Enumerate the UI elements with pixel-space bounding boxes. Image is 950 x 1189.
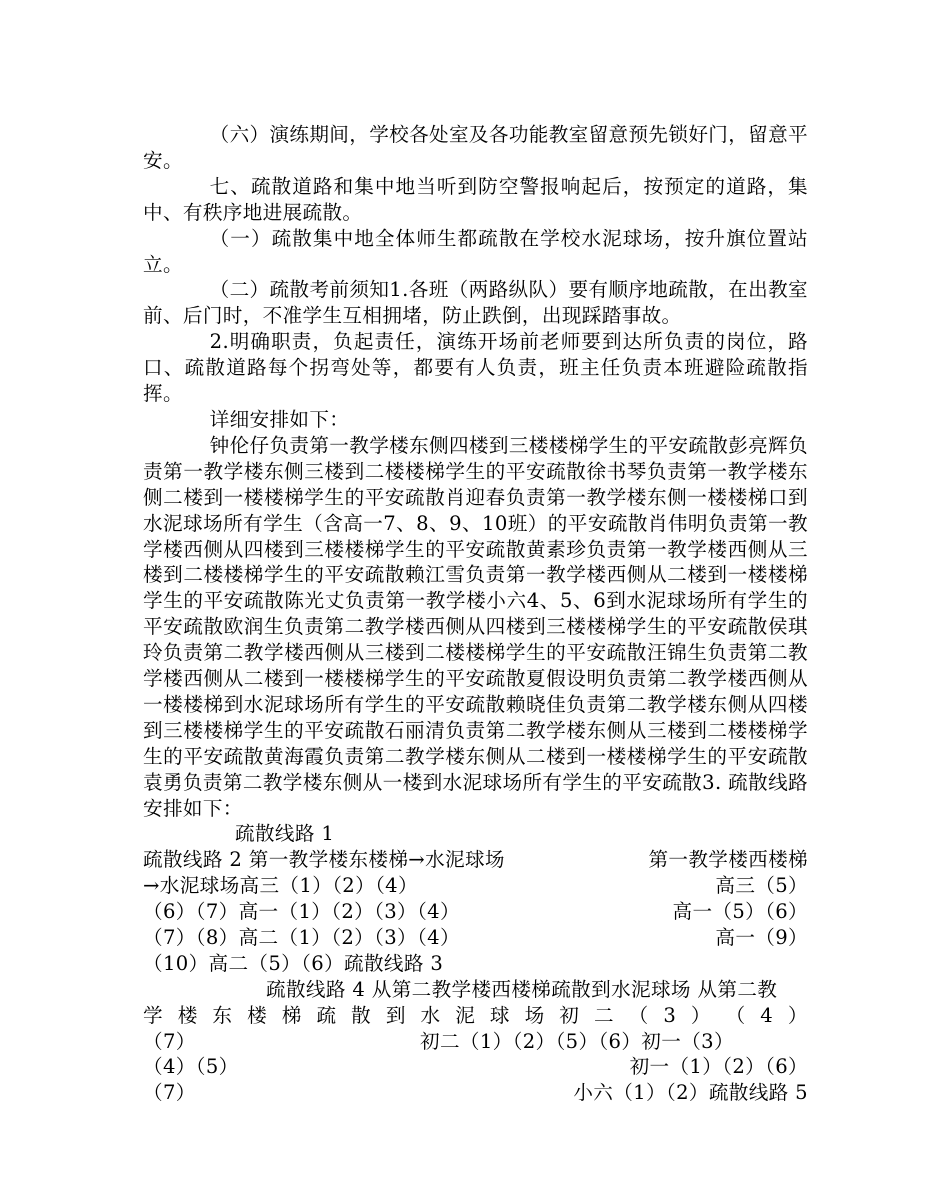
route-line-1-left: 疏散线路 2 第一教学楼东楼梯→水泥球场: [143, 848, 505, 872]
route-line-7-char: 东: [212, 1003, 233, 1027]
route-line-7-char: 泥: [455, 1003, 476, 1027]
route-line-7-char: ）: [690, 1003, 711, 1027]
route-line-7-char: ）: [787, 1003, 808, 1027]
route-line-7-char: 初: [559, 1003, 580, 1027]
paragraph-arrangement-heading: 详细安排如下：: [209, 407, 350, 431]
route-line-3-right: 高一（5）（6）: [672, 900, 808, 924]
route-line-7-char: 球: [489, 1003, 510, 1027]
paragraph-evacuation-routes: 七、疏散道路和集中地当听到防空警报响起后，按预定的道路，集中、有秩序地进展疏散。: [143, 174, 808, 224]
route-line-7-char: 二: [593, 1003, 614, 1027]
paragraph-staff-assignments: 钟伦仔负责第一教学楼东侧四楼到三楼楼梯学生的平安疏散彭亮辉负责第一教学楼东侧三楼到二楼楼梯学生的平安疏散徐书琴负责第一教学楼东侧二楼到一楼楼梯学生的平安疏散肖迎春负责第一教学楼东侧一楼楼梯口到水泥球场所有学生（含高一7、8、9、10班）的平安疏散肖伟明负责第一教学楼西侧从四楼到三楼楼梯学生的平安疏散黄素珍负责第一教学楼西侧从三楼到二楼楼梯学生的平安疏散赖江雪负责第一教学楼西侧从二楼到一楼楼梯学生的平安疏散陈光丈负责第一教学楼小六4、5、6到水泥球场所有学生的平安疏散欧润生负责第二教学楼西侧从四楼到三楼楼梯学生的平安疏散侯琪玲负责第二教学楼西侧从三楼到二楼楼梯学生的平安疏散汪锦生负责第二教学楼西侧从二楼到一楼楼梯学生的平安疏散夏假设明负责第二教学楼西侧从一楼楼梯到水泥球场所有学生的平安疏散赖晓佳负责第二教学楼东侧从四楼到三楼楼梯学生的平安疏散石丽清负责第二教学楼东侧从三楼到二楼楼梯学生的平安疏散黄海霞负责第二教学楼东侧从二楼到一楼楼梯学生的平安疏散袁勇负责第二教学楼东侧从一楼到水泥球场所有学生的平安疏散3. 疏散线路安排如下：: [143, 433, 808, 820]
route-line-1-right: 第一教学楼西楼梯: [648, 848, 808, 872]
route-line-9-right: 初一（1）（2）（6）: [629, 1055, 808, 1079]
paragraph-drill-locks: （六）演练期间，学校各处室及各功能教室留意预先锁好门，留意平安。: [143, 123, 808, 172]
route-line-7-char: （: [725, 1003, 746, 1027]
route-line-5: [143, 951, 808, 977]
route-line-8-left: （7）: [143, 1029, 196, 1053]
route-line-7-char: （: [628, 1003, 649, 1027]
route-line-4-left: （7）（8）高二（1）（2）（3）（4）: [143, 926, 460, 950]
route-1-heading-line: [143, 821, 808, 847]
route-line-7-char: 楼: [247, 1003, 268, 1027]
route-line-7-char: 4: [760, 1003, 774, 1027]
route-line-7-char: 梯: [281, 1003, 302, 1027]
route-line-10-left: （7）: [143, 1081, 196, 1105]
route-line-2-right: 高三（5）: [715, 874, 808, 898]
route-line-1: [143, 847, 808, 873]
route-1-heading: 疏散线路 1: [235, 822, 335, 846]
route-line-7-char: 场: [524, 1003, 545, 1027]
route-line-4: [143, 925, 808, 951]
route-line-6: [143, 977, 808, 1003]
paragraph-responsibilities: 2.明确职责，负起责任，演练开场前老师要到达所负责的岗位，路口、疏散道路每个拐弯处等，都要有人负责，班主任负责本班避险疏散指挥。: [143, 330, 808, 406]
document-body: [143, 122, 808, 1106]
route-line-9: [143, 1054, 808, 1080]
route-line-7: [143, 1003, 808, 1029]
route-line-2: [143, 873, 808, 899]
route-line-7-char: 学: [143, 1003, 163, 1027]
route-line-7-char: 疏: [316, 1003, 337, 1027]
route-line-7-char: 到: [385, 1003, 406, 1027]
route-line-2-left: →水泥球场高三（1）（2）（4）: [143, 874, 418, 898]
route-line-5-text: （10）高二（5）（6）疏散线路 3: [143, 951, 444, 975]
route-line-7-char: 水: [420, 1003, 441, 1027]
route-line-7-char: 楼: [177, 1003, 198, 1027]
route-line-3: [143, 899, 808, 925]
route-line-9-left: （4）（5）: [143, 1055, 239, 1079]
paragraph-assembly-point: （一）疏散集中地全体师生都疏散在学校水泥球场，按升旗位置站立。: [143, 226, 808, 276]
route-line-3-left: （6）（7）高一（1）（2）（3）（4）: [143, 900, 460, 924]
route-line-7-char: 3: [663, 1003, 677, 1027]
route-line-6-text: 疏散线路 4 从第二教学楼西楼梯疏散到水泥球场 从第二教: [266, 977, 778, 1001]
route-line-8: [143, 1029, 808, 1055]
route-line-8-right: 初二（1）（2）（5）（6）初一（3）: [420, 1029, 734, 1053]
route-line-7-char: 散: [351, 1003, 372, 1027]
route-line-10-right: 小六（1）（2）疏散线路 5: [573, 1081, 808, 1105]
paragraph-evacuation-notes: （二）疏散考前须知1.各班（两路纵队）要有顺序地疏散，在出教室前、后门时，不准学生互相拥堵，防止跌倒，出现踩踏事故。: [143, 278, 808, 328]
route-line-4-right: 高一（9）: [715, 926, 808, 950]
route-line-10: [143, 1080, 808, 1106]
